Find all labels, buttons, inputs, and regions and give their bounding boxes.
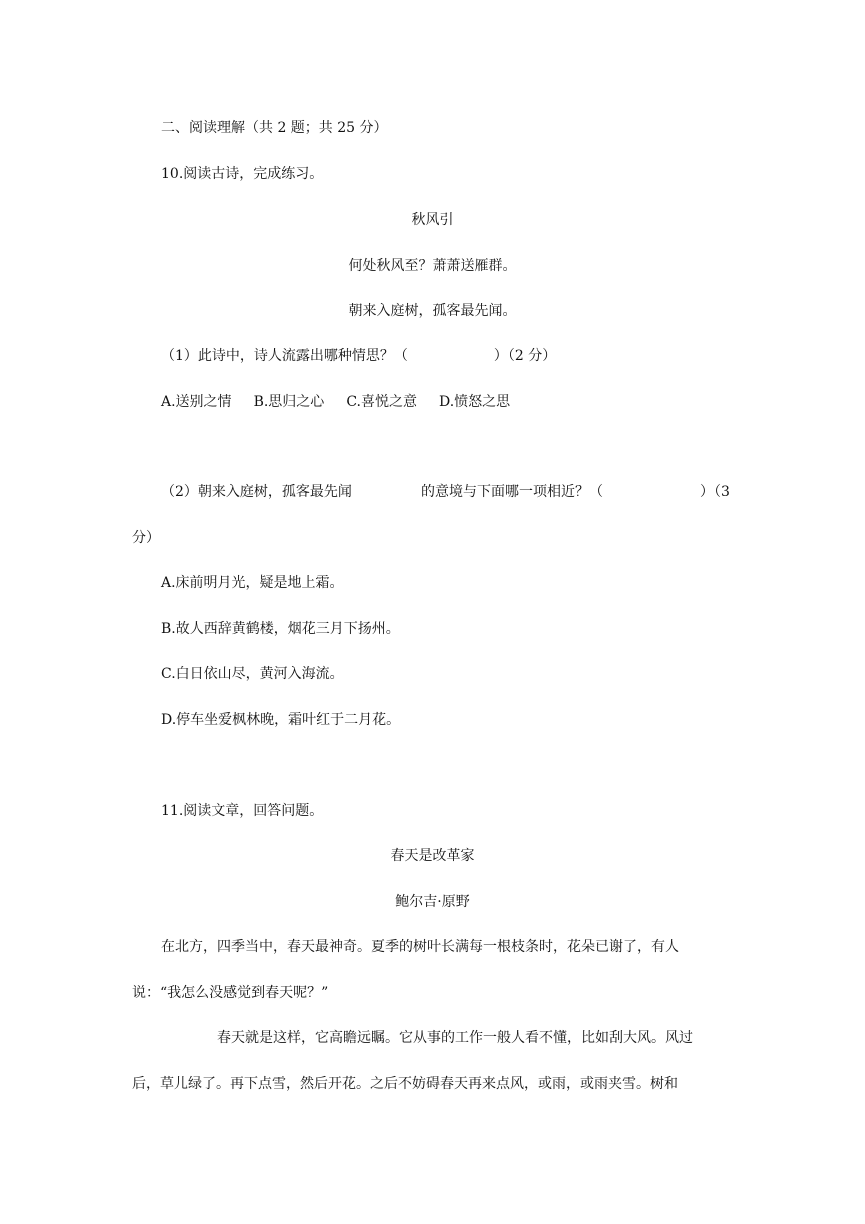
question-10-2-points: ）（3 [700,484,730,500]
question-10-prompt: 10.阅读古诗，完成练习。 [161,166,324,182]
option-d: D.愤怒之思 [438,394,511,410]
question-10-2-points-wrap: 分） [132,530,160,546]
question-11-prompt: 11.阅读文章，回答问题。 [161,803,324,819]
question-10-1-text: （1）此诗中，诗人流露出哪种情思？（ [161,348,408,364]
poem-line-2: 朝来入庭树，孤客最先闻。 [348,303,517,319]
question-10-1-points: ）（2 分） [493,348,557,364]
option-a: A.送别之情 [161,394,232,410]
question-10-2-option-c: C.白日依山尽，黄河入海流。 [161,666,344,682]
question-10-2-option-a: A.床前明月光，疑是地上霜。 [161,575,344,591]
section-heading: 二、阅读理解（共 2 题；共 25 分） [161,120,388,136]
article-title: 春天是改革家 [390,848,475,864]
article-author: 鲍尔吉·原野 [395,894,470,910]
question-10-2-option-b: B.故人西辞黄鹤楼，烟花三月下扬州。 [161,621,400,637]
option-c: C.喜悦之意 [346,394,417,410]
question-10-2-part-b: 的意境与下面哪一项相近？（ [421,484,603,500]
question-10-2-part-a: （2）朝来入庭树，孤客最先闻 [161,484,352,500]
paragraph-2-line-1: 春天就是这样，它高瞻远瞩。它从事的工作一般人看不懂，比如刮大风。风过 [217,1030,693,1046]
paragraph-2-line-2: 后，草儿绿了。再下点雪，然后开花。之后不妨碍春天再来点风，或雨，或雨夹雪。树和 [132,1076,678,1092]
question-10-1-options [161,392,510,412]
poem-line-1: 何处秋风至？萧萧送雁群。 [348,258,517,274]
paragraph-1-line-2: 说：“我怎么没感觉到春天呢？” [132,985,329,1001]
paragraph-1-line-1: 在北方，四季当中，春天最神奇。夏季的树叶长满每一根枝条时，花朵已谢了，有人 [161,939,679,955]
question-10-2-option-d: D.停车坐爱枫林晚，霜叶红于二月花。 [161,712,401,728]
poem-title: 秋风引 [411,212,454,228]
question-10-1 [161,346,556,366]
option-b: B.思归之心 [253,394,325,410]
